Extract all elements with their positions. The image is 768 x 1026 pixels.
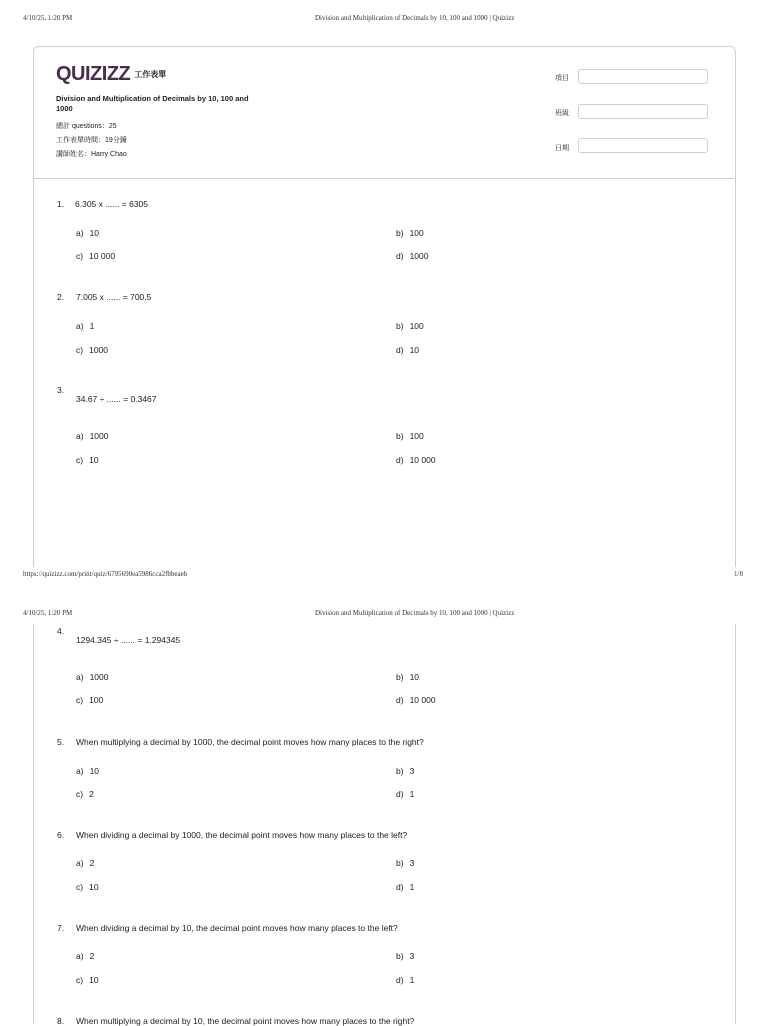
question-text: When dividing a decimal by 10, the decimal point moves how many places to the left? (76, 923, 398, 933)
option-b: b) 100 (396, 431, 424, 441)
question-number: 7. (57, 923, 65, 933)
option-d: d) 10 000 (396, 695, 436, 705)
worksheet-time: 工作表單時間：19分鐘 (56, 137, 127, 144)
logo-wordmark: QUIZIZZ (56, 63, 131, 85)
question-number: 8. (57, 1016, 65, 1026)
option-d: d) 1 (396, 975, 415, 985)
option-c: c) 2 (76, 789, 94, 799)
question-number: 1. (57, 199, 65, 209)
option-d: d) 1000 (396, 251, 429, 261)
date-field[interactable] (578, 138, 708, 153)
field-label-date: 日期 (555, 145, 569, 152)
option-c: c) 10 (76, 975, 99, 985)
option-b: b) 100 (396, 321, 424, 331)
question-text: 7.005 x ...... = 700.5 (76, 292, 152, 302)
question-text: When multiplying a decimal by 10, the decimal point moves how many places to the right? (76, 1016, 415, 1026)
quizizz-logo (56, 63, 166, 86)
question-text: When multiplying a decimal by 1000, the decimal point moves how many places to the right? (76, 737, 424, 747)
question-number: 3. (57, 385, 65, 395)
print-page-number: 1/8 (734, 570, 743, 578)
option-c: c) 100 (76, 695, 104, 705)
question-text: When dividing a decimal by 1000, the decimal point moves how many places to the left? (76, 830, 408, 840)
worksheet-page-2 (33, 624, 736, 1024)
class-field[interactable] (578, 104, 708, 119)
option-a: a) 10 (76, 766, 100, 776)
question-text: 34.67 ÷ ...... = 0.3467 (76, 394, 157, 404)
option-b: b) 100 (396, 228, 424, 238)
option-d: d) 10 (396, 345, 420, 355)
option-c: c) 10 (76, 455, 99, 465)
option-a: a) 1000 (76, 672, 109, 682)
question-text: 1294.345 ÷ ...... = 1.294345 (76, 635, 181, 645)
worksheet-title: Division and Multiplication of Decimals by 10, 100 and 1000 (56, 94, 249, 113)
print-doc-title-2: Division and Multiplication of Decimals by 10, 100 and 1000 | Quizizz (315, 609, 515, 617)
option-c: c) 10 (76, 882, 99, 892)
question-number: 6. (57, 830, 65, 840)
option-a: a) 1000 (76, 431, 109, 441)
option-a: a) 2 (76, 858, 95, 868)
option-c: c) 10 000 (76, 251, 116, 261)
total-questions: 總計 questions：25 (56, 123, 117, 130)
project-field[interactable] (578, 69, 708, 84)
worksheet-header (33, 46, 734, 179)
option-c: c) 1000 (76, 345, 109, 355)
option-b: b) 3 (396, 766, 415, 776)
option-d: d) 10 000 (396, 455, 436, 465)
option-d: d) 1 (396, 789, 415, 799)
question-number: 4. (57, 626, 65, 636)
field-label-project: 項目 (555, 75, 569, 82)
option-a: a) 10 (76, 228, 100, 238)
option-d: d) 1 (396, 882, 415, 892)
print-doc-title: Division and Multiplication of Decimals by 10, 100 and 1000 | Quizizz (315, 14, 515, 22)
field-label-class: 班級 (555, 110, 569, 117)
logo-subtitle: 工作表單 (134, 70, 167, 79)
question-number: 5. (57, 737, 65, 747)
option-a: a) 2 (76, 951, 95, 961)
print-datetime-2: 4/10/25, 1:20 PM (23, 609, 73, 617)
teacher-name: 講師姓名：Harry Chao (56, 151, 127, 158)
print-url: https://quizizz.com/print/quiz/6795690ea5986cca2fbbeaeb (23, 570, 188, 578)
option-b: b) 3 (396, 858, 415, 868)
question-text: 6.305 x ...... = 6305 (75, 199, 149, 209)
option-b: b) 10 (396, 672, 420, 682)
question-number: 2. (57, 292, 65, 302)
option-a: a) 1 (76, 321, 95, 331)
print-datetime: 4/10/25, 1:20 PM (23, 14, 73, 22)
option-b: b) 3 (396, 951, 415, 961)
